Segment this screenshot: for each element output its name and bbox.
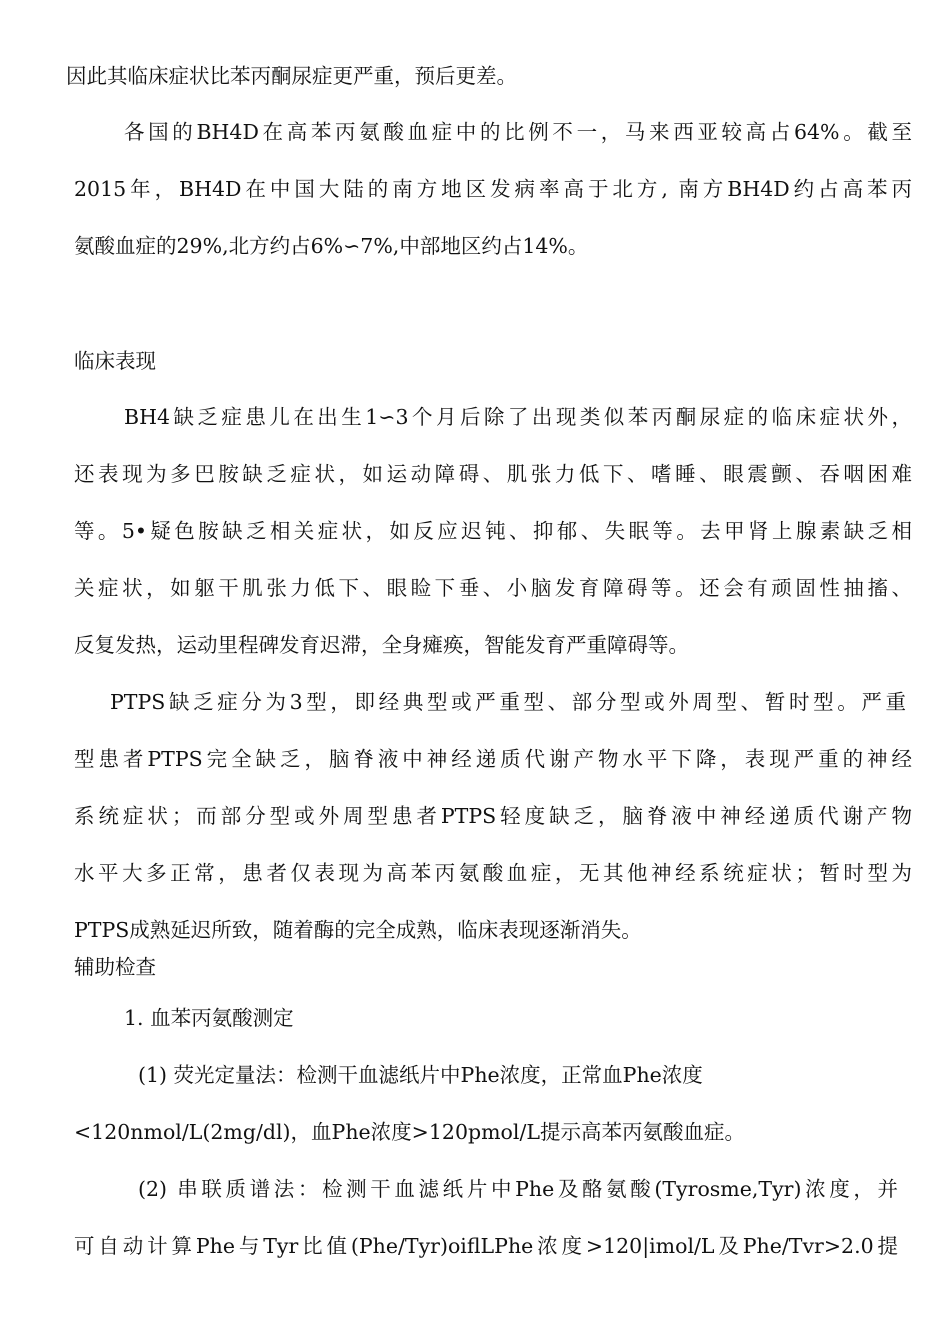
section-heading: 辅助检查 (74, 955, 156, 979)
paragraph-line: PTPS缺乏症分为3型，即经典型或严重型、部分型或外周型、暂时型。严重 (110, 690, 906, 714)
paragraph-line: 水平大多正常，患者仅表现为高苯丙氨酸血症，无其他神经系统症状；暂时型为 (74, 861, 912, 885)
list-item-line: (2) 串联质谱法：检测干血滤纸片中Phe及酪氨酸(Tyrosme,Tyr)浓度，并 (138, 1177, 898, 1201)
paragraph-line: 还表现为多巴胺缺乏症状，如运动障碍、肌张力低下、嗜睡、眼震颤、吞咽困难 (74, 462, 912, 486)
paragraph-line: 型患者PTPS完全缺乏，脑脊液中神经递质代谢产物水平下降，表现严重的神经 (74, 747, 912, 771)
paragraph-line: 系统症状；而部分型或外周型患者PTPS轻度缺乏，脑脊液中神经递质代谢产物 (74, 804, 912, 828)
paragraph-line: 关症状，如躯干肌张力低下、眼睑下垂、小脑发育障碍等。还会有顽固性抽搐、 (74, 576, 912, 600)
paragraph-line: BH4缺乏症患儿在出生1∽3个月后除了出现类似苯丙酮尿症的临床症状外， (124, 405, 912, 429)
paragraph-line: 因此其临床症状比苯丙酮尿症更严重，预后更差。 (66, 64, 517, 88)
subsection-heading: 1. 血苯丙氨酸测定 (124, 1006, 294, 1030)
section-heading: 临床表现 (74, 349, 156, 373)
paragraph-line: 可自动计算Phe与Tyr比值(Phe/Tyr)oiflLPhe浓度>120|imol/L及Phe/Tvr>2.0提 (74, 1234, 898, 1258)
paragraph-line: 各国的BH4D在高苯丙氨酸血症中的比例不一，马来西亚较高占64%。截至 (124, 120, 912, 144)
list-item-line: (1) 荧光定量法：检测干血滤纸片中Phe浓度，正常血Phe浓度 (138, 1063, 703, 1087)
paragraph-line: 氨酸血症的29%,北方约占6%∽7%,中部地区约占14%。 (74, 234, 589, 258)
paragraph-line: 2015年，BH4D在中国大陆的南方地区发病率高于北方, 南方BH4D约占高苯丙 (74, 177, 912, 201)
paragraph-line: 反复发热，运动里程碑发育迟滞，全身瘫痪，智能发育严重障碍等。 (74, 633, 689, 657)
paragraph-line: <120nmol/L(2mg/dl)，血Phe浓度>120pmol/L提示高苯丙氨酸血症。 (74, 1120, 745, 1144)
paragraph-line: 等。5•疑色胺缺乏相关症状，如反应迟钝、抑郁、失眠等。去甲肾上腺素缺乏相 (74, 519, 912, 543)
paragraph-line: PTPS成熟延迟所致，随着酶的完全成熟，临床表现逐渐消失。 (74, 918, 642, 942)
